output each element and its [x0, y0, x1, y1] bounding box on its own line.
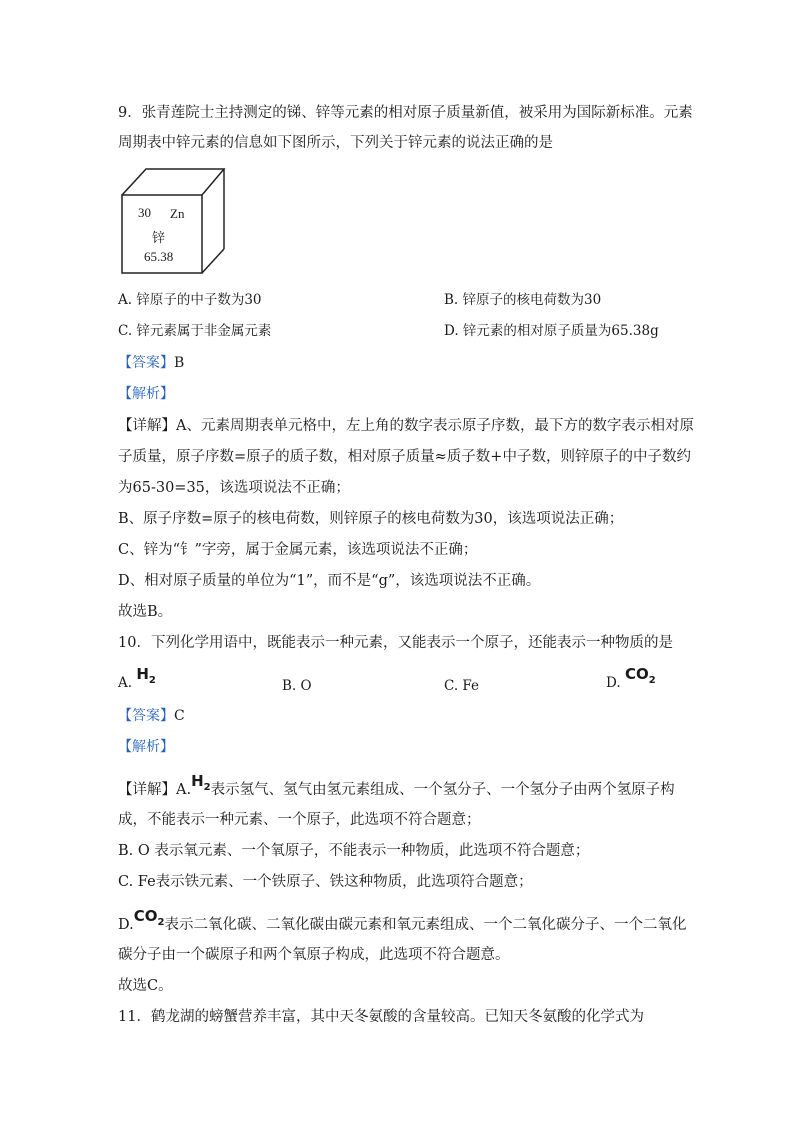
answer-value: C	[174, 708, 185, 724]
zinc-element-card	[118, 165, 228, 277]
q9-detail-line5: C、锌为“钅”字旁，属于金属元素，该选项说法不正确；	[118, 542, 478, 558]
detail-h2-letter: H	[191, 772, 204, 790]
h2-formula	[136, 665, 156, 686]
element-mass: 65.38	[144, 249, 174, 264]
answer-tag: 【答案】	[118, 708, 174, 724]
q10-option-b: B. O	[282, 678, 312, 694]
detail-a-rest: 表示氢气、氢气由氢元素组成、一个氢分子、一个氢分子由两个氢原子构	[210, 782, 675, 798]
q10-option-d-label: D.	[606, 675, 621, 691]
q9-conclusion: 故选B。	[118, 604, 173, 620]
q9-detail-line1: 【详解】A、元素周期表单元格中，左上角的数字表示原子序数，最下方的数字表示相对原	[118, 418, 694, 434]
detail-a-prefix: 【详解】A.	[118, 782, 192, 798]
detail-h2-subscript: 2	[203, 782, 211, 793]
co2-formula-letters: CO	[624, 665, 649, 683]
detail-d-rest: 表示二氧化碳、二氧化碳由碳元素和氧元素组成、一个二氧化碳分子、一个二氧化	[164, 917, 687, 933]
analysis-tag: 【解析】	[118, 739, 174, 755]
detail-co2-letters: CO	[133, 907, 158, 925]
q10-analysis-tag	[118, 737, 174, 757]
q10-detail-d-line1	[118, 907, 687, 941]
q9-detail-line4: B、原子序数=原子的核电荷数，则锌原子的核电荷数为30，该选项说法正确；	[118, 511, 624, 527]
q10-detail-a-line2: 成，不能表示一种元素、一个原子，此选项不符合题意；	[118, 812, 481, 828]
co2-formula-subscript: 2	[648, 675, 656, 686]
q9-stem-line2: 周期表中锌元素的信息如下图所示，下列关于锌元素的说法正确的是	[118, 135, 553, 151]
q9-option-d: D. 锌元素的相对原子质量为65.38g	[444, 323, 659, 339]
detail-co2-formula	[133, 907, 165, 928]
q10-option-c: C. Fe	[444, 678, 480, 694]
q9-answer	[118, 353, 184, 373]
q10-option-a-label: A.	[118, 675, 133, 691]
q10-option-a	[118, 665, 156, 699]
q10-stem: 10．下列化学用语中，既能表示一种元素，又能表示一个原子，还能表示一种物质的是	[118, 635, 673, 651]
q11-stem: 11．鹤龙湖的螃蟹营养丰富，其中天冬氨酸的含量较高。已知天冬氨酸的化学式为	[118, 1009, 644, 1025]
element-number: 30	[138, 205, 151, 220]
q10-detail-c: C. Fe表示铁元素、一个铁原子、铁这种物质，此选项符合题意；	[118, 874, 533, 890]
q10-detail-d-line2: 碳分子由一个碳原子和两个氧原子构成，此选项不符合题意。	[118, 947, 510, 963]
h2-formula-subscript: 2	[148, 675, 156, 686]
detail-h2-formula	[191, 772, 211, 793]
detail-d-prefix: D.	[118, 917, 134, 933]
q10-answer	[118, 706, 185, 726]
element-symbol: Zn	[170, 206, 185, 221]
q10-detail-a-line1	[118, 772, 675, 806]
q10-conclusion: 故选C。	[118, 978, 173, 994]
q9-stem-line1: 9．张青莲院士主持测定的锑、锌等元素的相对原子质量新值，被采用为国际新标准。元素	[118, 105, 693, 121]
analysis-tag: 【解析】	[118, 386, 174, 402]
q9-option-a: A. 锌原子的中子数为30	[118, 292, 262, 308]
answer-value: B	[174, 355, 185, 371]
q9-analysis-tag	[118, 384, 174, 404]
answer-tag: 【答案】	[118, 355, 174, 371]
q9-detail-line3: 为65-30=35，该选项说法不正确；	[118, 480, 350, 496]
h2-formula-letter: H	[136, 665, 149, 683]
detail-co2-subscript: 2	[157, 917, 165, 928]
q10-detail-b: B. O 表示氧元素、一个氧原子，不能表示一种物质，此选项不符合题意；	[118, 843, 590, 859]
q9-detail-line6: D、相对原子质量的单位为“1”，而不是“g”，该选项说法不正确。	[118, 573, 541, 589]
q9-detail-line2: 子质量，原子序数=原子的质子数，相对原子质量≈质子数+中子数，则锌原子的中子数约	[118, 449, 691, 465]
q9-option-c: C. 锌元素属于非金属元素	[118, 323, 272, 339]
element-name: 锌	[152, 230, 166, 245]
co2-formula	[624, 665, 656, 686]
q10-option-d	[606, 665, 656, 699]
q9-option-b: B. 锌原子的核电荷数为30	[444, 292, 602, 308]
